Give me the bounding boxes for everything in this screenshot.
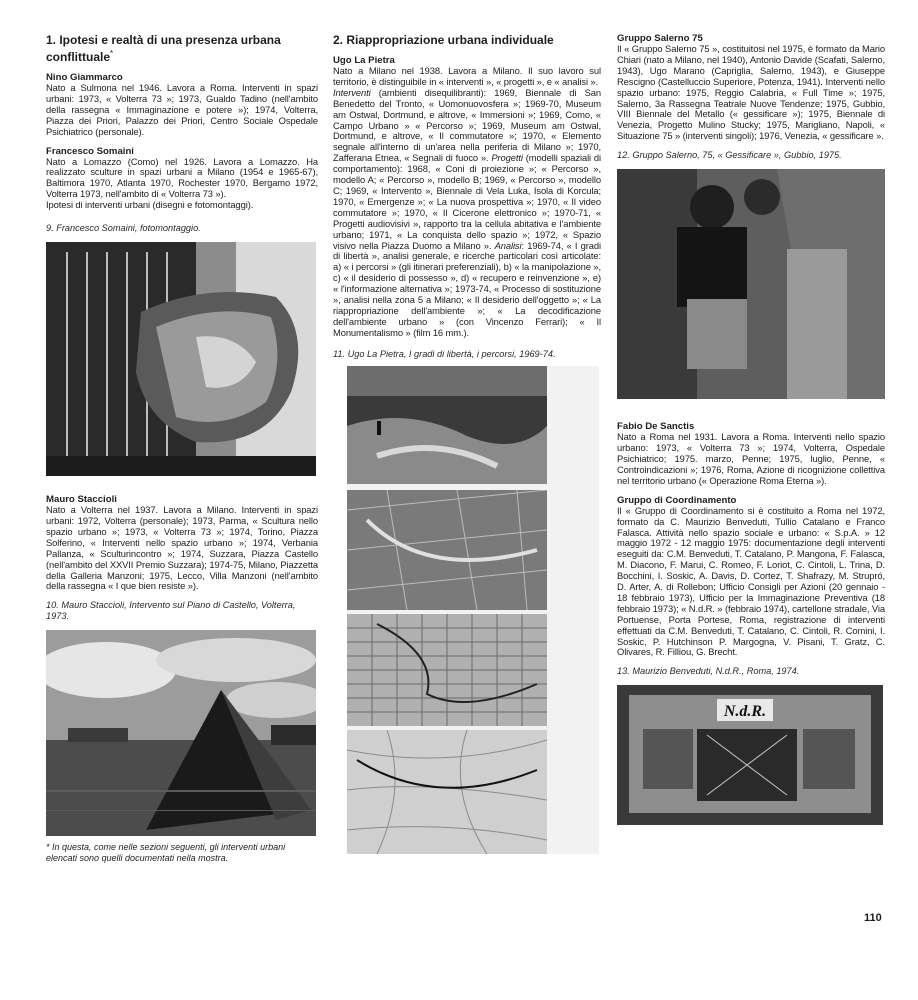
artist-name: Fabio De Sanctis [617, 421, 695, 433]
artist-entry-desanctis [617, 421, 885, 487]
column-3 [617, 33, 885, 825]
analisi-text: : 1969-74, « I gradi di libertà », analisi generale, e ricerche particolari così articolate: a) « i percorsi » (gli itinerari preferenziali), b) « la manipolazione », c) « il desiderio di possesso », d) « recupero e reinvenzione », e) « l'informazione alternativa »; 1973-74, « Processo di sostituzione », analisi nella zona 5 a Milano; « Il desiderio dell'oggetto »; « La riappropriazione dell'ambiente »; « La decodificazione dell'ambiente urbano » (con Vincenzo Ferrari); « Il Monumentalismo » (film 16 mm.). [333, 239, 601, 338]
progetti-text: (modelli spaziali di comportamento): 1968, « Coni di proiezione »; « Percorso », modello A; « Percorso », modello B; 1969, « Percorso », modello C; 1969, « Intervento », Biennale di Vela Luka, Isola di Korcula; 1970, « Emergenze »; « La nuova prospettiva »; 1970, « Il video commutatore »; 1970, « Il Cicerone elettronico »; 1970-71, « Progetti audiovisivi », rapporto tra la cellula abitativa e l'ambiente urbano; 1971, « La conquista dello spazio »; 1972, « Spazio visivo nella Piazza Duomo a Milano ». [333, 152, 601, 251]
photo-percorsi-4 [347, 730, 547, 854]
la-pietra-image-sequence [347, 366, 599, 854]
group-entry-coordinamento [617, 495, 885, 659]
artist-name-la-pietra: Ugo La Pietra [333, 55, 395, 66]
la-pietra-works [333, 88, 601, 339]
aerial-photo-image [347, 366, 547, 484]
group-bio: Il « Gruppo di Coordinamento si è costituito a Roma nel 1972, formato da C. Maurizio Benveduti, Tullio Catalano e Franco Falasca. Attività nello spazio sociale e urbano: « S.p.A. » 12 maggio 1972 - 12 maggio 1975: documentazione degli interventi eseguiti da: C.M. Benveduti, T. Catalano, P. Mangona, F. Falasca, M. Diacono, F. Marui, C. Romeo, F. Loriot, C. Cintoli, L. Trina, D. Bocchini, I. Soskic, A. Davis, D. Cortez, T. Shafrazy, M. Strupró, D. Arter, A. di Rollebon; Ufficio Consigli per Azioni (20 gennaio - 18 febbraio 1973), Ufficio per la Immaginazione Preventiva (18 febbraio 1973); « N.d.R. » (febbraio 1974), cartellone stradale, Via Portuense, Porta Portese, Roma, registrazione di interventi effettuati da C.M. Benveduti, T. Catalano, C. Cintoli, R. Comini, I. Soskic, P. Hutchinson P. Margogna, V. Pisani, T. Gratz, C. Olivares, R. Filliou, G. Brecht. [617, 504, 885, 658]
group-entry-salerno [617, 33, 885, 142]
column-1 [46, 33, 318, 864]
artist-bio: Nato a Lomazzo (Como) nel 1926. Lavora a Lomazzo. Ha realizzato sculture in spazi urbani a Milano (1954 e 1965-67), Baltimora 1970, Atlanta 1970, Rochester 1970, Bergamo 1972, Volterra 1973, nell'ambito di « Volterra 73 »). [46, 155, 318, 200]
section-2-title: 2. Riappropriazione urbana individuale [333, 33, 554, 47]
interventi-text: (ambienti disequilibranti): 1969, Biennale di San Benedetto del Tronto, « Uomonuovosfera »; 1969-70, Museum am Ostwal, Dortmund, e altrove, « Immersioni »; 1969, Como, « Campo Urbano » « Percorso »; 1969, Museum am Ostwal, Dortmund, e altrove, « Il commutatore »; 1970, « Elemento segnale all'interno di un'area nella periferia di Milano »; 1970, Zafferana Etnea, « Segnali di fuoco ». [333, 86, 601, 164]
artist-name: Mauro Staccioli [46, 494, 117, 506]
artist-name: Nino Giammarco [46, 72, 123, 83]
la-pietra-intro: Nato a Milano nel 1938. Lavora a Milano. Il suo lavoro sul territorio, è distinguibile in « interventi », « progetti », e « analisi ». [333, 65, 601, 87]
caption-9: 9. Francesco Somaini, fotomontaggio. [46, 223, 201, 234]
caption-12: 12. Gruppo Salerno, 75, « Gessificare », Gubbio, 1975. [617, 150, 842, 161]
photo-gessificare [617, 169, 885, 399]
interventi-label: Interventi [333, 86, 371, 98]
sculture-landscape-image [46, 630, 316, 836]
section-1-footnote-mark: * [110, 49, 114, 58]
photo-ndr-sign [617, 685, 883, 825]
photo-somaini-fotomontaggio [46, 242, 316, 476]
artist-entry-somaini [46, 146, 318, 212]
billboard-photo-image [617, 685, 883, 825]
artist-bio: Nato a Volterra nel 1937. Lavora a Milano. Interventi in spazi urbani: 1972, Volterra (personale); 1973, Parma, « Scultura nello spazio urbano »; 1973, « Volterra 73 »; 1974, Torino, Piazza Solferino, « Interventi nello spazio urbano »; 1974, Verbania Pallanza, « Sculturincontro »; 1974, Suzzara, Piazza Castello (nell'ambito del XXVII Premio Suzzara); 1974-75, Milano, Piazzetta della Galleria Manzoni; 1975, Lecco, Villa Manzoni (nell'ambito della rassegna « I que bien resiste »). [46, 504, 318, 592]
footnote: * In questa, come nelle sezioni seguenti, gli interventi urbani elencati sono quelli documentati nella mostra. [46, 842, 286, 864]
caption-10: 10. Mauro Staccioli, Intervento sul Piano di Castello, Volterra, 1973. [46, 600, 296, 622]
analisi-label: Analisi [494, 239, 522, 251]
city-map-image [347, 730, 547, 854]
artist-bio: Nato a Sulmona nel 1946. Lavora a Roma. Interventi in spazi urbani: 1973, « Volterra 73 »; 1973, Gualdo Tadino (nell'ambito della rassegna « Immaginazione e potere »); 1974, Volterra, Piazza dei Priori, Palazzo dei Priori, Centro Sociale Ospedale Psichiatrico (personale). [46, 82, 318, 137]
artist-name: Francesco Somaini [46, 145, 134, 157]
artist-bio: Nato a Roma nel 1931. Lavora a Roma. Interventi nello spazio urbano: 1973, « Volterra 73 »; 1974, Volterra, Ospedale Psichiatrico; 1975. marzo, Penne; 1975, luglio, Penne, « Controindicazioni »; 1976, Roma, Azione di ricognizione collettiva nel territorio urbano (« Operazione Roma Eterna »). [617, 431, 885, 486]
sign-title: N.d.R. [723, 703, 767, 721]
photomontage-image [46, 242, 316, 476]
page-number: 110 [864, 912, 882, 924]
caption-11: 11. Ugo La Pietra, I gradi di libertà, i percorsi, 1969-74. [333, 348, 556, 359]
section-1-title: 1. Ipotesi e realtà di una presenza urbana conflittuale* [46, 33, 281, 64]
group-name: Gruppo Salerno 75 [617, 33, 703, 44]
photo-percorsi-1 [347, 366, 547, 484]
group-name: Gruppo di Coordinamento [617, 494, 737, 506]
artist-bio-extra: Ipotesi di interventi urbani (disegni e fotomontaggi). [46, 199, 254, 211]
progetti-label: Progetti [491, 152, 523, 164]
photo-percorsi-2 [347, 490, 547, 610]
artist-entry-giammarco [46, 72, 318, 138]
map-overlay-image [347, 490, 547, 610]
group-bio: Il « Gruppo Salerno 75 », costituitosi nel 1975, è formato da Mario Chiari (nato a Milano, nel 1940), Antonio Davide (Scafati, Salerno, 1943), Ugo Marano (Capriglia, Salerno, 1943), e Giuseppe Rescigno (Castelluccio Superiore, Potenza, 1941). Interventi nello spazio urbano: 1975, Reggio Calabria, « Full Time »; 1975, Salerno, 3a Rassegna Teatrale Nuove Tendenze; 1975, Gubbio, VIII Biennale del Metallo (« gessificare »); 1975, Biennale di Venezia, Progetto Mulino Stucky; 1975, Marigliano, Napoli, « Situazione 75 » (interventi singoli); 1976, Venezia, « gessificare ». [617, 43, 885, 142]
caption-13: 13. Maurizio Benveduti, N.d.R., Roma, 1974. [617, 666, 800, 677]
photo-percorsi-3 [347, 614, 547, 726]
drawing-overlay-image [347, 614, 547, 726]
artist-entry-staccioli [46, 494, 318, 592]
column-2 [333, 33, 601, 854]
photo-staccioli-intervento [46, 630, 316, 836]
people-photo-image [617, 169, 885, 399]
